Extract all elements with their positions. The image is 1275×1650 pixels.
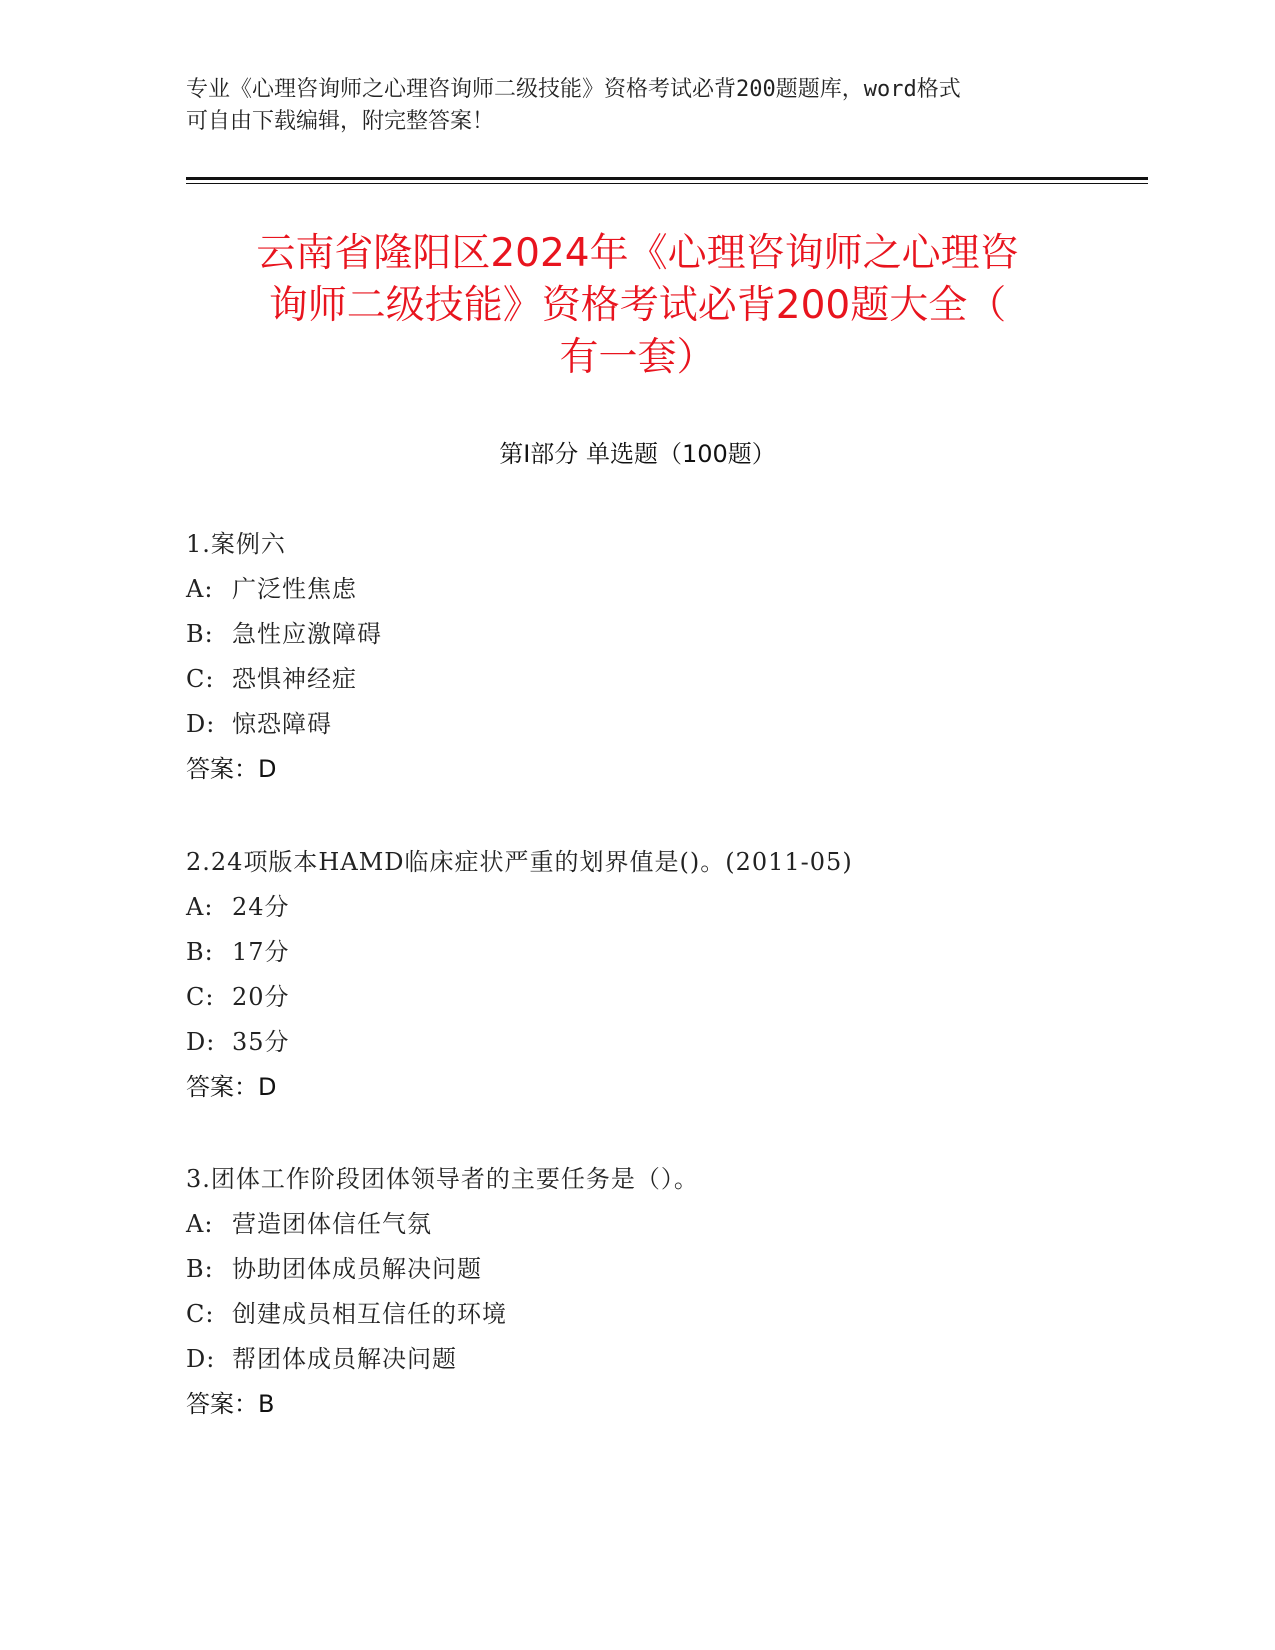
option-text: 广泛性焦虑 <box>232 575 357 603</box>
option-text: 创建成员相互信任的环境 <box>232 1300 507 1328</box>
option-b <box>186 930 1186 975</box>
option-b <box>186 1247 1186 1292</box>
option-text: 营造团体信任气氛 <box>232 1210 432 1238</box>
title-line-2: 询师二级技能》资格考试必背200题大全（ <box>268 283 1007 328</box>
option-letter: A: <box>186 1210 214 1238</box>
option-text: 协助团体成员解决问题 <box>232 1255 482 1283</box>
header-note-line-2: 可自由下载编辑，附完整答案！ <box>186 109 495 134</box>
question-2 <box>186 840 1186 1110</box>
option-letter: C: <box>186 983 215 1011</box>
document-title <box>170 228 1105 384</box>
answer: 答案：D <box>186 755 277 783</box>
option-text: 惊恐障碍 <box>232 710 332 738</box>
option-c <box>186 1292 1186 1337</box>
option-letter: B: <box>186 938 214 966</box>
option-text: 24分 <box>232 893 290 921</box>
header-rule-thick <box>186 177 1148 180</box>
option-text: 20分 <box>232 983 290 1011</box>
question-stem: 3.团体工作阶段团体领导者的主要任务是（）。 <box>186 1165 699 1193</box>
option-a <box>186 1202 1186 1247</box>
option-text: 恐惧神经症 <box>232 665 357 693</box>
answer: 答案：D <box>186 1073 277 1101</box>
title-line-3: 有一套） <box>559 335 716 380</box>
option-letter: D: <box>186 1345 216 1373</box>
header-rule-thin <box>186 183 1148 184</box>
answer: 答案：B <box>186 1390 275 1418</box>
option-text: 帮团体成员解决问题 <box>232 1345 457 1373</box>
option-c <box>186 657 1186 702</box>
option-letter: B: <box>186 620 214 648</box>
question-stem: 1.案例六 <box>186 530 286 558</box>
header-note <box>186 74 1086 138</box>
section-heading: 第Ⅰ部分 单选题（100题） <box>499 440 776 468</box>
option-d <box>186 1337 1186 1382</box>
option-d <box>186 1020 1186 1065</box>
header-note-line-1: 专业《心理咨询师之心理咨询师二级技能》资格考试必背200题题库，word格式 <box>186 77 961 102</box>
option-letter: B: <box>186 1255 214 1283</box>
option-a <box>186 567 1186 612</box>
option-letter: D: <box>186 710 216 738</box>
option-letter: C: <box>186 1300 215 1328</box>
option-letter: D: <box>186 1028 216 1056</box>
option-letter: C: <box>186 665 215 693</box>
option-d <box>186 702 1186 747</box>
option-text: 35分 <box>232 1028 290 1056</box>
option-letter: A: <box>186 575 214 603</box>
option-letter: A: <box>186 893 214 921</box>
option-text: 17分 <box>232 938 290 966</box>
question-stem: 2.24项版本HAMD临床症状严重的划界值是()。(2011-05) <box>186 848 853 876</box>
option-c <box>186 975 1186 1020</box>
option-a <box>186 885 1186 930</box>
question-1 <box>186 522 1186 792</box>
option-b <box>186 612 1186 657</box>
title-line-1: 云南省隆阳区2024年《心理咨询师之心理咨 <box>256 231 1019 276</box>
option-text: 急性应激障碍 <box>232 620 382 648</box>
question-3 <box>186 1157 1186 1427</box>
